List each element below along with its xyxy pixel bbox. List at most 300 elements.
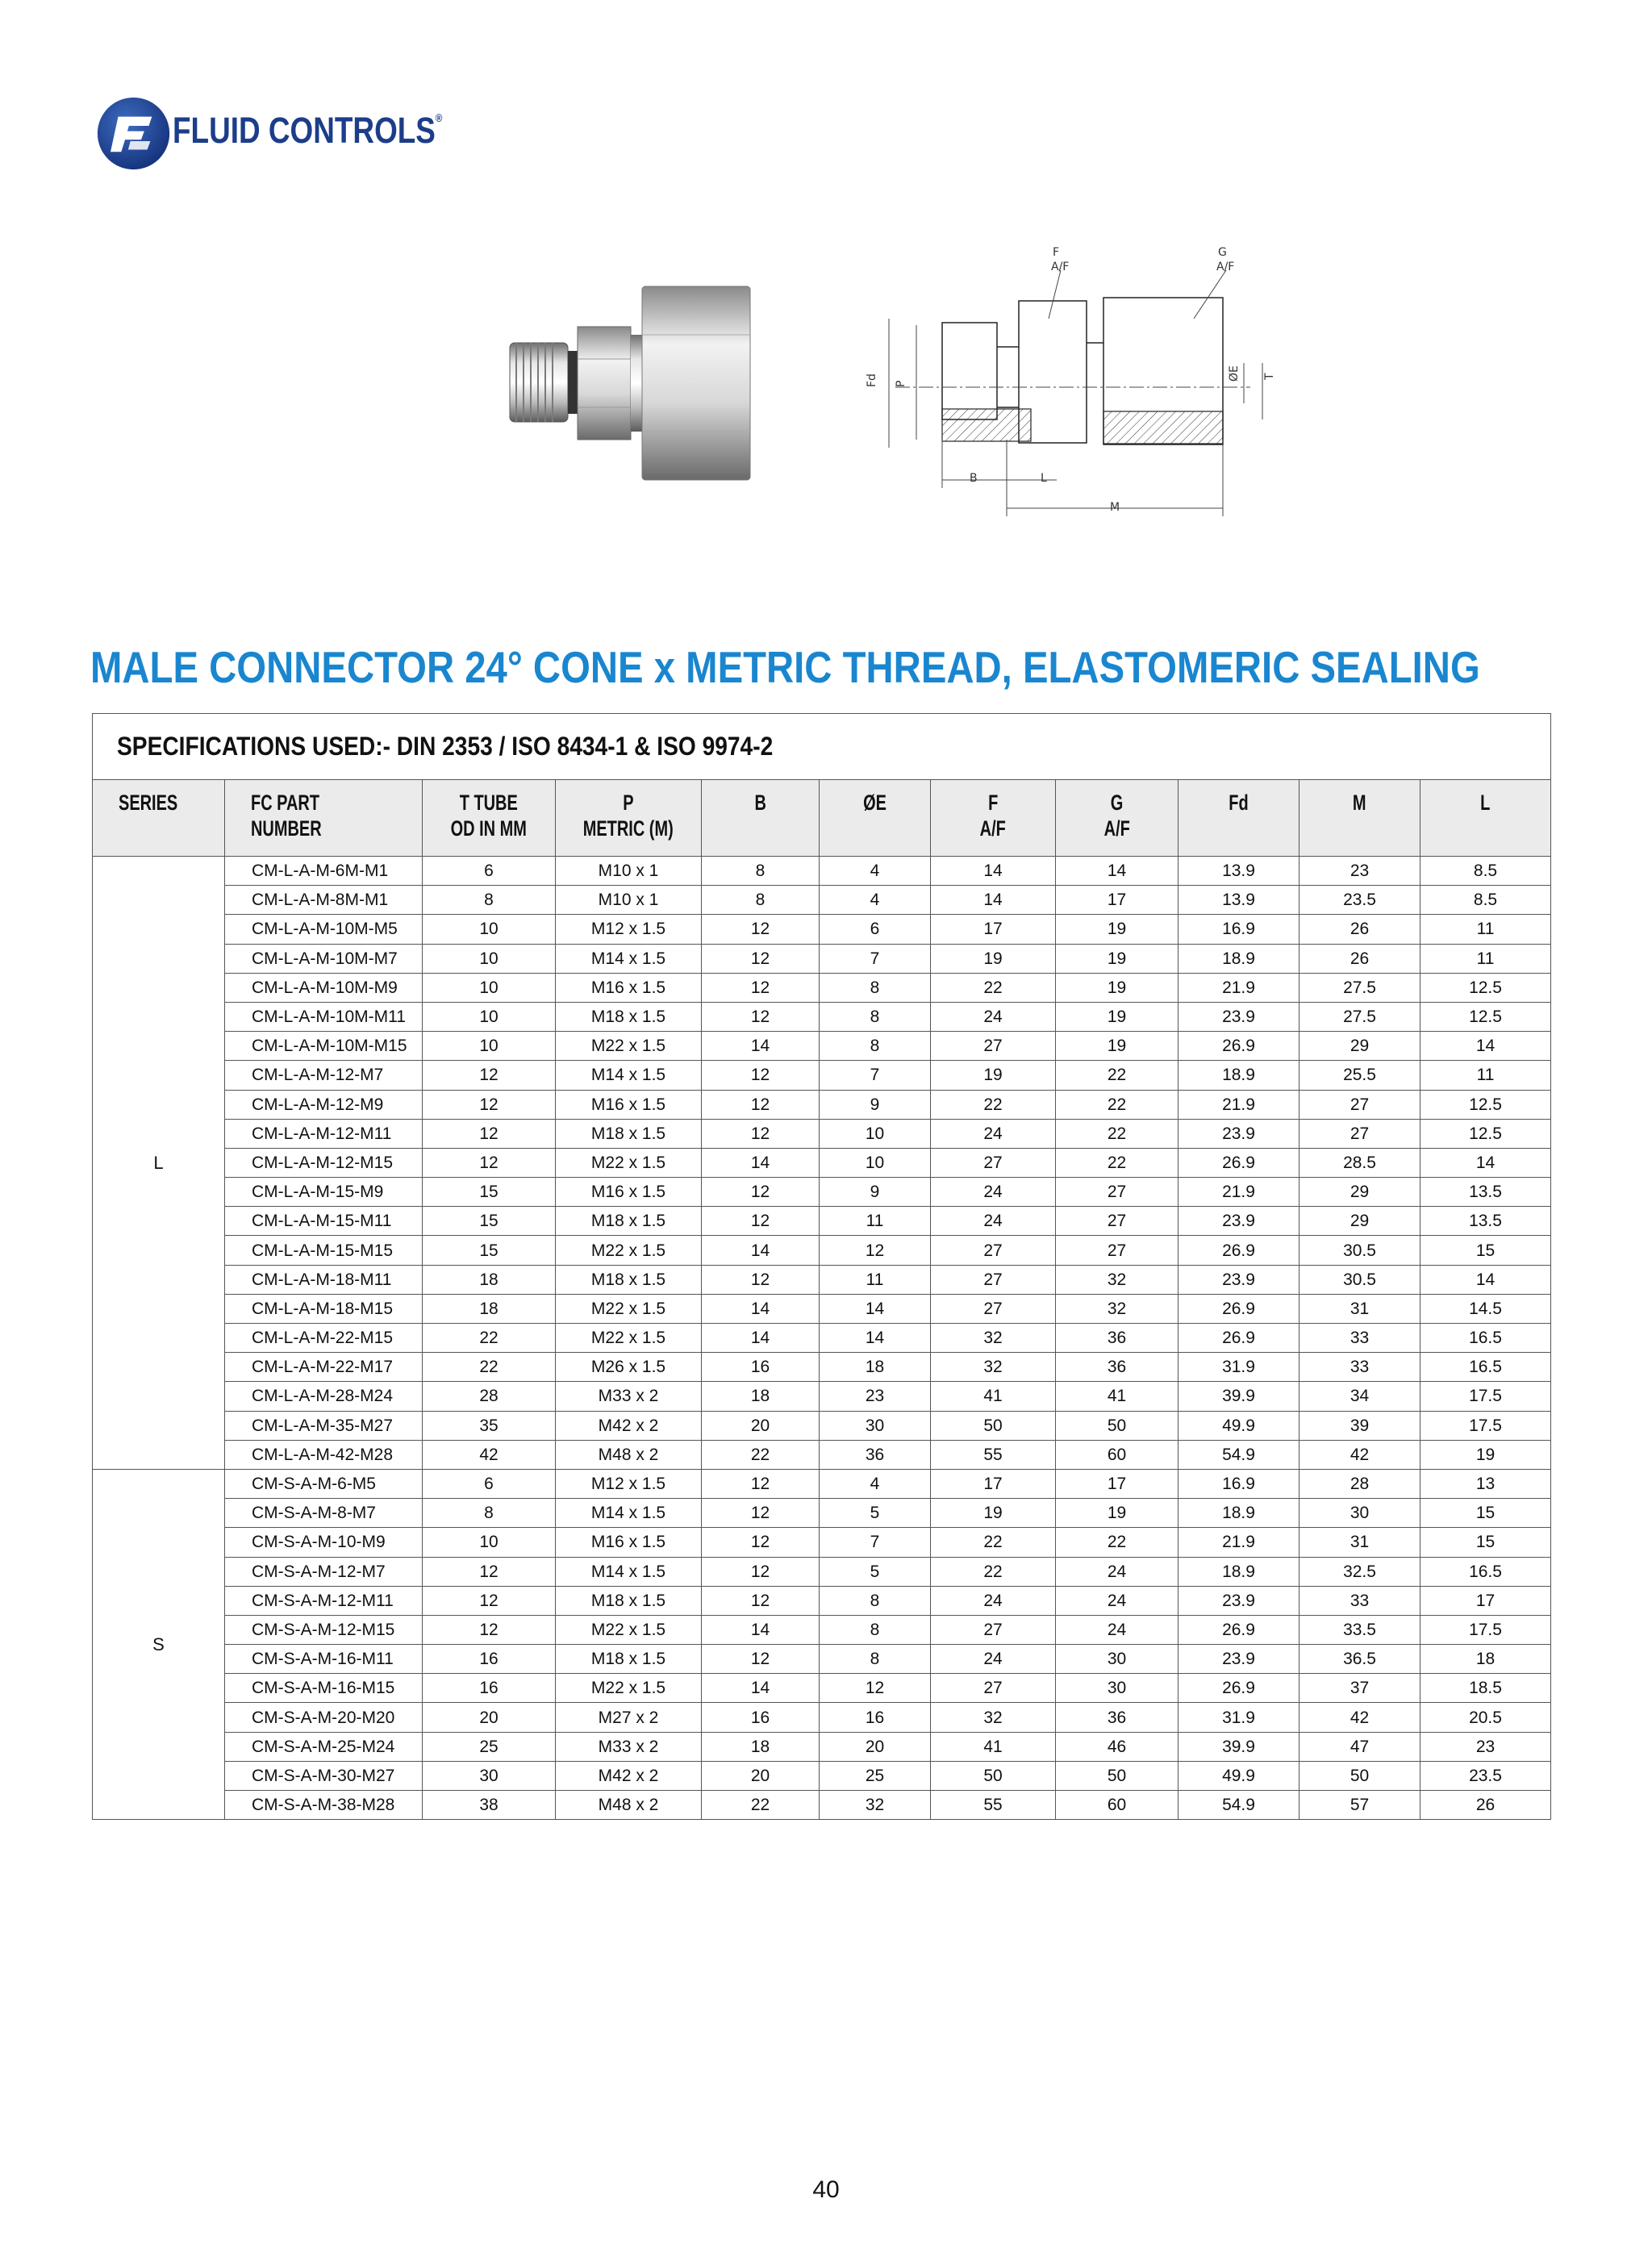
table-cell: 13 xyxy=(1420,1469,1551,1498)
table-cell: 20 xyxy=(702,1411,820,1440)
table-cell: 14 xyxy=(931,857,1056,886)
table-row xyxy=(93,1732,1551,1761)
table-cell: 29 xyxy=(1299,1207,1420,1236)
table-cell: 12 xyxy=(702,1061,820,1090)
label-m: M xyxy=(1110,501,1120,514)
table-row xyxy=(93,1615,1551,1644)
table-cell: M22 x 1.5 xyxy=(556,1236,702,1265)
table-cell: 6 xyxy=(820,915,931,944)
table-cell: 15 xyxy=(423,1207,556,1236)
table-cell: M10 x 1 xyxy=(556,886,702,915)
table-cell: 19 xyxy=(931,1499,1056,1528)
table-cell: 24 xyxy=(931,1586,1056,1615)
part-number-cell: CM-S-A-M-8-M7 xyxy=(225,1499,423,1528)
table-cell: 12 xyxy=(702,1499,820,1528)
table-cell: 12 xyxy=(702,1090,820,1119)
table-cell: 19 xyxy=(1056,1499,1179,1528)
table-cell: 11 xyxy=(820,1265,931,1294)
specifications-used: SPECIFICATIONS USED:- DIN 2353 / ISO 8434-1 & ISO 9974-2 xyxy=(93,714,1551,780)
label-p: P xyxy=(895,380,907,387)
table-cell: 14 xyxy=(702,1674,820,1703)
table-cell: 12 xyxy=(820,1236,931,1265)
column-header-line1: Fd xyxy=(1229,791,1249,815)
column-header xyxy=(1056,780,1179,857)
column-header-line1: ØE xyxy=(863,791,886,815)
part-number-cell: CM-L-A-M-6M-M1 xyxy=(225,857,423,886)
table-cell: 30 xyxy=(1056,1645,1179,1674)
table-cell: 14 xyxy=(1420,1265,1551,1294)
table-cell: 12 xyxy=(423,1586,556,1615)
table-cell: 24 xyxy=(931,1207,1056,1236)
part-number-cell: CM-S-A-M-10-M9 xyxy=(225,1528,423,1557)
table-cell: 22 xyxy=(702,1791,820,1820)
column-header-line1: M xyxy=(1353,791,1366,815)
table-cell: 29 xyxy=(1299,1032,1420,1061)
label-l: L xyxy=(1041,472,1047,485)
table-row xyxy=(93,973,1551,1002)
column-header-line1: FC PART xyxy=(251,791,320,815)
table-row xyxy=(93,1557,1551,1586)
table-cell: 5 xyxy=(820,1499,931,1528)
column-header-line1: B xyxy=(754,791,766,815)
table-cell: 23.5 xyxy=(1299,886,1420,915)
table-cell: 36 xyxy=(1056,1703,1179,1732)
table-cell: 26.9 xyxy=(1179,1674,1299,1703)
table-row xyxy=(93,1148,1551,1177)
table-cell: 16 xyxy=(423,1645,556,1674)
column-header xyxy=(423,780,556,857)
table-cell: 12 xyxy=(702,973,820,1002)
table-cell: 17.5 xyxy=(1420,1615,1551,1644)
table-row xyxy=(93,1469,1551,1498)
column-header-line1: SERIES xyxy=(119,791,178,815)
table-row xyxy=(93,1236,1551,1265)
table-cell: 11 xyxy=(1420,944,1551,973)
table-cell: 12 xyxy=(423,1061,556,1090)
table-cell: 12.5 xyxy=(1420,973,1551,1002)
table-cell: 15 xyxy=(1420,1499,1551,1528)
table-cell: 18 xyxy=(423,1265,556,1294)
table-cell: 19 xyxy=(1056,1002,1179,1031)
table-cell: 17 xyxy=(1420,1586,1551,1615)
table-cell: M48 x 2 xyxy=(556,1440,702,1469)
table-cell: 16.9 xyxy=(1179,1469,1299,1498)
table-cell: 12 xyxy=(702,1265,820,1294)
table-cell: 24 xyxy=(1056,1586,1179,1615)
table-row xyxy=(93,944,1551,973)
page-number: 40 xyxy=(812,2176,840,2203)
part-number-cell: CM-L-A-M-42-M28 xyxy=(225,1440,423,1469)
table-cell: 10 xyxy=(820,1119,931,1148)
table-cell: 32 xyxy=(1056,1265,1179,1294)
table-cell: 28 xyxy=(423,1382,556,1411)
part-number-cell: CM-L-A-M-12-M15 xyxy=(225,1148,423,1177)
table-cell: 23.9 xyxy=(1179,1586,1299,1615)
table-cell: 7 xyxy=(820,944,931,973)
table-cell: M16 x 1.5 xyxy=(556,1090,702,1119)
table-cell: 27 xyxy=(931,1032,1056,1061)
table-row xyxy=(93,1528,1551,1557)
table-cell: 27 xyxy=(1056,1236,1179,1265)
table-cell: 24 xyxy=(931,1119,1056,1148)
table-cell: 36 xyxy=(1056,1353,1179,1382)
table-cell: 22 xyxy=(931,1557,1056,1586)
column-header-line1: G xyxy=(1110,791,1124,815)
table-cell: 15 xyxy=(423,1178,556,1207)
table-row xyxy=(93,886,1551,915)
table-cell: 18 xyxy=(820,1353,931,1382)
table-cell: M27 x 2 xyxy=(556,1703,702,1732)
table-cell: 26.9 xyxy=(1179,1615,1299,1644)
table-cell: 11 xyxy=(1420,1061,1551,1090)
table-cell: 22 xyxy=(423,1324,556,1353)
table-cell: 31 xyxy=(1299,1294,1420,1323)
table-cell: 25.5 xyxy=(1299,1061,1420,1090)
table-cell: 27 xyxy=(931,1236,1056,1265)
table-cell: 20.5 xyxy=(1420,1703,1551,1732)
table-row xyxy=(93,1382,1551,1411)
table-cell: 14 xyxy=(702,1294,820,1323)
column-header-line1: F xyxy=(987,791,999,815)
column-header-line2: A/F xyxy=(1103,816,1130,841)
table-cell: 9 xyxy=(820,1178,931,1207)
table-cell: 12 xyxy=(423,1090,556,1119)
table-cell: 14 xyxy=(820,1324,931,1353)
table-cell: 6 xyxy=(423,1469,556,1498)
table-cell: 14 xyxy=(931,886,1056,915)
table-cell: M18 x 1.5 xyxy=(556,1002,702,1031)
table-cell: M12 x 1.5 xyxy=(556,915,702,944)
table-cell: 32.5 xyxy=(1299,1557,1420,1586)
table-cell: 12 xyxy=(820,1674,931,1703)
part-number-cell: CM-S-A-M-20-M20 xyxy=(225,1703,423,1732)
table-cell: 18 xyxy=(702,1732,820,1761)
table-cell: 13.5 xyxy=(1420,1207,1551,1236)
table-cell: 27 xyxy=(931,1615,1056,1644)
table-row xyxy=(93,1645,1551,1674)
column-header-line2: OD IN MM xyxy=(450,816,528,841)
table-cell: M18 x 1.5 xyxy=(556,1586,702,1615)
table-row xyxy=(93,1265,1551,1294)
brand-logo xyxy=(95,95,450,176)
part-number-cell: CM-S-A-M-12-M11 xyxy=(225,1586,423,1615)
table-row xyxy=(93,1586,1551,1615)
column-header xyxy=(702,780,820,857)
table-row xyxy=(93,1791,1551,1820)
table-cell: 50 xyxy=(1056,1411,1179,1440)
table-cell: 26.9 xyxy=(1179,1324,1299,1353)
part-number-cell: CM-S-A-M-30-M27 xyxy=(225,1761,423,1790)
table-cell: M14 x 1.5 xyxy=(556,1499,702,1528)
part-number-cell: CM-L-A-M-8M-M1 xyxy=(225,886,423,915)
table-cell: 50 xyxy=(931,1761,1056,1790)
label-t: T xyxy=(1263,373,1276,380)
table-cell: 25 xyxy=(820,1761,931,1790)
table-cell: 10 xyxy=(423,1528,556,1557)
label-fd: Fd xyxy=(866,373,878,387)
table-cell: 8 xyxy=(820,1002,931,1031)
table-cell: 13.5 xyxy=(1420,1178,1551,1207)
table-cell: 17.5 xyxy=(1420,1382,1551,1411)
table-cell: 54.9 xyxy=(1179,1440,1299,1469)
table-cell: 16 xyxy=(820,1703,931,1732)
table-cell: 13.9 xyxy=(1179,857,1299,886)
table-row xyxy=(93,1703,1551,1732)
table-cell: 19 xyxy=(1056,944,1179,973)
table-cell: 12 xyxy=(702,1002,820,1031)
table-cell: 36.5 xyxy=(1299,1645,1420,1674)
table-cell: 19 xyxy=(931,1061,1056,1090)
table-cell: M33 x 2 xyxy=(556,1382,702,1411)
table-cell: 38 xyxy=(423,1791,556,1820)
part-number-cell: CM-L-A-M-15-M11 xyxy=(225,1207,423,1236)
table-cell: 41 xyxy=(1056,1382,1179,1411)
part-number-cell: CM-L-A-M-28-M24 xyxy=(225,1382,423,1411)
table-cell: 30.5 xyxy=(1299,1236,1420,1265)
part-number-cell: CM-L-A-M-10M-M5 xyxy=(225,915,423,944)
table-cell: 41 xyxy=(931,1732,1056,1761)
table-cell: 49.9 xyxy=(1179,1761,1299,1790)
table-cell: M18 x 1.5 xyxy=(556,1265,702,1294)
table-cell: 20 xyxy=(702,1761,820,1790)
table-cell: 18 xyxy=(1420,1645,1551,1674)
table-cell: 19 xyxy=(1056,915,1179,944)
fluid-controls-logo-icon xyxy=(95,95,172,172)
table-cell: M42 x 2 xyxy=(556,1761,702,1790)
table-cell: 14 xyxy=(1420,1148,1551,1177)
table-row xyxy=(93,1499,1551,1528)
table-cell: M42 x 2 xyxy=(556,1411,702,1440)
table-cell: 36 xyxy=(1056,1324,1179,1353)
table-cell: 23 xyxy=(820,1382,931,1411)
registered-mark: ® xyxy=(435,111,443,124)
table-cell: 60 xyxy=(1056,1440,1179,1469)
table-cell: 12 xyxy=(702,915,820,944)
table-row xyxy=(93,1032,1551,1061)
table-cell: 24 xyxy=(931,1002,1056,1031)
table-cell: 10 xyxy=(423,973,556,1002)
table-row xyxy=(93,1324,1551,1353)
table-cell: 36 xyxy=(820,1440,931,1469)
column-header xyxy=(820,780,931,857)
table-cell: 39.9 xyxy=(1179,1382,1299,1411)
table-cell: 42 xyxy=(1299,1703,1420,1732)
table-cell: 5 xyxy=(820,1557,931,1586)
table-cell: 21.9 xyxy=(1179,973,1299,1002)
table-cell: 22 xyxy=(423,1353,556,1382)
table-cell: 19 xyxy=(931,944,1056,973)
part-number-cell: CM-L-A-M-15-M9 xyxy=(225,1178,423,1207)
part-number-cell: CM-S-A-M-25-M24 xyxy=(225,1732,423,1761)
table-row xyxy=(93,1090,1551,1119)
table-cell: 19 xyxy=(1056,973,1179,1002)
table-cell: 17 xyxy=(1056,886,1179,915)
table-cell: 16 xyxy=(702,1353,820,1382)
table-cell: 24 xyxy=(931,1645,1056,1674)
table-cell: 41 xyxy=(931,1382,1056,1411)
table-cell: 12 xyxy=(702,1645,820,1674)
table-cell: M12 x 1.5 xyxy=(556,1469,702,1498)
table-cell: 16.5 xyxy=(1420,1557,1551,1586)
table-cell: 18.9 xyxy=(1179,1061,1299,1090)
product-photo xyxy=(502,278,792,488)
table-cell: 12 xyxy=(423,1615,556,1644)
table-cell: 42 xyxy=(1299,1440,1420,1469)
label-g-af: A/F xyxy=(1216,261,1235,273)
table-header-row xyxy=(93,780,1551,857)
column-header xyxy=(931,780,1056,857)
table-cell: M14 x 1.5 xyxy=(556,944,702,973)
part-number-cell: CM-L-A-M-12-M7 xyxy=(225,1061,423,1090)
table-cell: 16 xyxy=(423,1674,556,1703)
series-cell: S xyxy=(93,1469,225,1819)
table-cell: 22 xyxy=(1056,1119,1179,1148)
table-cell: M22 x 1.5 xyxy=(556,1148,702,1177)
part-number-cell: CM-L-A-M-18-M15 xyxy=(225,1294,423,1323)
table-cell: 32 xyxy=(931,1353,1056,1382)
table-cell: 27 xyxy=(931,1674,1056,1703)
table-cell: 32 xyxy=(931,1324,1056,1353)
table-row xyxy=(93,1178,1551,1207)
table-cell: 4 xyxy=(820,857,931,886)
part-number-cell: CM-L-A-M-10M-M11 xyxy=(225,1002,423,1031)
table-cell: 18 xyxy=(423,1294,556,1323)
table-cell: 23.5 xyxy=(1420,1761,1551,1790)
part-number-cell: CM-S-A-M-38-M28 xyxy=(225,1791,423,1820)
table-cell: 23.9 xyxy=(1179,1645,1299,1674)
part-number-cell: CM-L-A-M-10M-M15 xyxy=(225,1032,423,1061)
column-header xyxy=(556,780,702,857)
table-cell: 14 xyxy=(702,1236,820,1265)
table-cell: M22 x 1.5 xyxy=(556,1324,702,1353)
table-cell: 31.9 xyxy=(1179,1353,1299,1382)
table-cell: M18 x 1.5 xyxy=(556,1119,702,1148)
table-cell: M22 x 1.5 xyxy=(556,1615,702,1644)
table-cell: 54.9 xyxy=(1179,1791,1299,1820)
table-cell: 18.9 xyxy=(1179,1557,1299,1586)
table-cell: 28.5 xyxy=(1299,1148,1420,1177)
table-cell: 13.9 xyxy=(1179,886,1299,915)
table-cell: 17 xyxy=(931,1469,1056,1498)
table-cell: 60 xyxy=(1056,1791,1179,1820)
table-row xyxy=(93,1061,1551,1090)
table-cell: 22 xyxy=(1056,1528,1179,1557)
table-cell: 9 xyxy=(820,1090,931,1119)
table-cell: 57 xyxy=(1299,1791,1420,1820)
table-cell: 12.5 xyxy=(1420,1119,1551,1148)
table-cell: 21.9 xyxy=(1179,1090,1299,1119)
table-cell: 30 xyxy=(423,1761,556,1790)
table-cell: 32 xyxy=(820,1791,931,1820)
table-cell: 39.9 xyxy=(1179,1732,1299,1761)
table-cell: 22 xyxy=(1056,1090,1179,1119)
part-number-cell: CM-S-A-M-16-M15 xyxy=(225,1674,423,1703)
table-cell: 27.5 xyxy=(1299,1002,1420,1031)
table-cell: 33.5 xyxy=(1299,1615,1420,1644)
part-number-cell: CM-L-A-M-18-M11 xyxy=(225,1265,423,1294)
label-e: ØE xyxy=(1228,365,1241,382)
table-cell: M18 x 1.5 xyxy=(556,1645,702,1674)
table-cell: M48 x 2 xyxy=(556,1791,702,1820)
table-cell: 30 xyxy=(1299,1499,1420,1528)
table-row xyxy=(93,915,1551,944)
table-cell: 12 xyxy=(702,1557,820,1586)
series-cell: L xyxy=(93,857,225,1470)
table-cell: 8 xyxy=(423,886,556,915)
table-cell: 8 xyxy=(820,1645,931,1674)
table-row xyxy=(93,1411,1551,1440)
table-cell: 35 xyxy=(423,1411,556,1440)
table-cell: 24 xyxy=(931,1178,1056,1207)
table-cell: 10 xyxy=(423,915,556,944)
table-cell: 30 xyxy=(820,1411,931,1440)
part-number-cell: CM-L-A-M-10M-M7 xyxy=(225,944,423,973)
table-cell: 16.9 xyxy=(1179,915,1299,944)
table-row xyxy=(93,1119,1551,1148)
table-cell: 22 xyxy=(1056,1061,1179,1090)
table-cell: 8 xyxy=(820,1615,931,1644)
column-header-line2: METRIC (M) xyxy=(582,816,674,841)
table-cell: 8 xyxy=(423,1499,556,1528)
table-row xyxy=(93,1440,1551,1469)
table-cell: 23 xyxy=(1420,1732,1551,1761)
table-cell: 26.9 xyxy=(1179,1148,1299,1177)
table-cell: 14 xyxy=(1420,1032,1551,1061)
table-cell: 22 xyxy=(931,1090,1056,1119)
table-cell: 31.9 xyxy=(1179,1703,1299,1732)
column-header-line2: NUMBER xyxy=(251,816,322,841)
table-cell: 22 xyxy=(931,1528,1056,1557)
table-cell: M22 x 1.5 xyxy=(556,1674,702,1703)
table-cell: M14 x 1.5 xyxy=(556,1061,702,1090)
table-cell: 28 xyxy=(1299,1469,1420,1498)
part-number-cell: CM-L-A-M-12-M9 xyxy=(225,1090,423,1119)
table-cell: 10 xyxy=(423,944,556,973)
part-number-cell: CM-L-A-M-22-M17 xyxy=(225,1353,423,1382)
part-number-cell: CM-L-A-M-22-M15 xyxy=(225,1324,423,1353)
table-row xyxy=(93,1207,1551,1236)
table-cell: 29 xyxy=(1299,1178,1420,1207)
table-cell: 17 xyxy=(1056,1469,1179,1498)
table-cell: 25 xyxy=(423,1732,556,1761)
table-cell: 27 xyxy=(1056,1178,1179,1207)
table-cell: 8 xyxy=(820,1032,931,1061)
table-cell: 14.5 xyxy=(1420,1294,1551,1323)
table-cell: 23.9 xyxy=(1179,1119,1299,1148)
table-cell: 12 xyxy=(702,1119,820,1148)
table-cell: 11 xyxy=(820,1207,931,1236)
part-number-cell: CM-L-A-M-35-M27 xyxy=(225,1411,423,1440)
part-number-cell: CM-L-A-M-10M-M9 xyxy=(225,973,423,1002)
part-number-cell: CM-L-A-M-12-M11 xyxy=(225,1119,423,1148)
table-cell: 12 xyxy=(702,1586,820,1615)
table-cell: 30 xyxy=(1056,1674,1179,1703)
part-number-cell: CM-S-A-M-16-M11 xyxy=(225,1645,423,1674)
column-header xyxy=(1179,780,1299,857)
table-cell: M22 x 1.5 xyxy=(556,1032,702,1061)
table-cell: 33 xyxy=(1299,1324,1420,1353)
table-cell: 27 xyxy=(931,1294,1056,1323)
table-cell: 12 xyxy=(423,1119,556,1148)
table-cell: 21.9 xyxy=(1179,1178,1299,1207)
table-cell: 27 xyxy=(1299,1090,1420,1119)
table-cell: M16 x 1.5 xyxy=(556,1528,702,1557)
table-cell: 32 xyxy=(931,1703,1056,1732)
table-cell: 26.9 xyxy=(1179,1032,1299,1061)
part-number-cell: CM-S-A-M-6-M5 xyxy=(225,1469,423,1498)
table-cell: 26 xyxy=(1299,944,1420,973)
table-cell: 12 xyxy=(423,1557,556,1586)
